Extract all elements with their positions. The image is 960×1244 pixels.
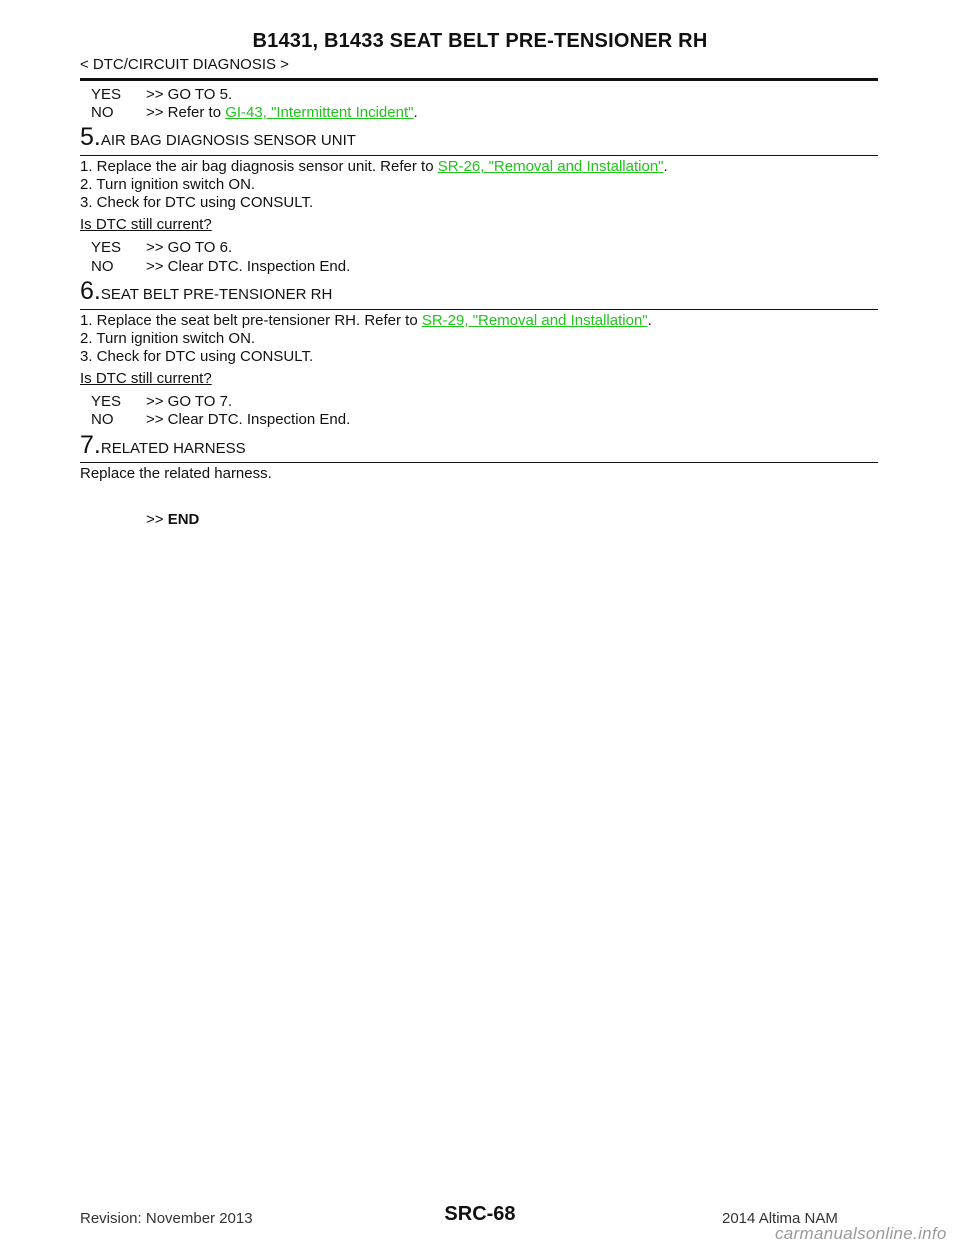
- step-6-item-1: [80, 312, 652, 329]
- answer-no-suffix: .: [413, 104, 418, 121]
- step-7-end-prefix: >>: [146, 511, 168, 528]
- step-5-item-2: 2. Turn ignition switch ON.: [80, 176, 256, 193]
- step-7-end: [146, 511, 199, 528]
- step-6-yes-key: YES: [91, 393, 122, 410]
- step-6-title: SEAT BELT PRE-TENSIONER RH: [100, 286, 333, 303]
- step-6-divider: [80, 309, 878, 310]
- answer-yes: [91, 86, 232, 103]
- page-title: B1431, B1433 SEAT BELT PRE-TENSIONER RH: [252, 30, 708, 52]
- step-5-yes-key: YES: [91, 239, 122, 256]
- step-5-divider: [80, 155, 878, 156]
- step-5-question: Is DTC still current?: [80, 216, 212, 233]
- step-7-title: RELATED HARNESS: [100, 440, 246, 457]
- step-6-item-1-prefix: 1. Replace the seat belt pre-tensioner RH. Refer to: [80, 312, 422, 329]
- step-5-title: AIR BAG DIAGNOSIS SENSOR UNIT: [100, 132, 356, 149]
- step-6-heading: [80, 277, 332, 306]
- step-5-yes-text: >> GO TO 6.: [146, 239, 233, 256]
- footer-page-code: SRC-68: [444, 1203, 516, 1225]
- step-6-item-1-suffix: .: [647, 312, 652, 329]
- step-6-number: 6.: [80, 277, 101, 305]
- step-6-yes-text: >> GO TO 7.: [146, 393, 233, 410]
- step-6-answer-yes: [91, 393, 232, 410]
- footer-revision: Revision: November 2013: [80, 1210, 253, 1227]
- step-6-item-3: 3. Check for DTC using CONSULT.: [80, 348, 314, 365]
- step-5-item-1: [80, 158, 668, 175]
- answer-no-key: NO: [91, 104, 114, 121]
- step-5-answer-no: [91, 258, 350, 275]
- step-5-heading: [80, 123, 356, 152]
- step-6-no-key: NO: [91, 411, 114, 428]
- step-7-number: 7.: [80, 431, 101, 459]
- step-6-question: Is DTC still current?: [80, 370, 212, 387]
- step-5-no-key: NO: [91, 258, 114, 275]
- step-7-divider: [80, 462, 878, 463]
- answer-yes-key: YES: [91, 86, 122, 103]
- section-breadcrumb: < DTC/CIRCUIT DIAGNOSIS >: [80, 56, 289, 73]
- watermark-text: carmanualsonline.info: [775, 1224, 947, 1243]
- step-5-answer-yes: [91, 239, 232, 256]
- answer-yes-text: >> GO TO 5.: [146, 86, 233, 103]
- link-sr-29[interactable]: SR-29, "Removal and Installation": [421, 312, 648, 329]
- step-7-instruction: Replace the related harness.: [80, 465, 272, 482]
- step-5-item-3: 3. Check for DTC using CONSULT.: [80, 194, 314, 211]
- step-5-no-text: >> Clear DTC. Inspection End.: [146, 258, 351, 275]
- header-divider: [80, 78, 878, 81]
- footer-model: 2014 Altima NAM: [722, 1210, 838, 1227]
- answer-no-prefix: >> Refer to: [146, 104, 226, 121]
- answer-no: [91, 104, 418, 121]
- step-5-item-1-suffix: .: [663, 158, 668, 175]
- step-5-item-1-prefix: 1. Replace the air bag diagnosis sensor unit. Refer to: [80, 158, 438, 175]
- step-5-number: 5.: [80, 123, 101, 151]
- step-6-answer-no: [91, 411, 350, 428]
- step-7-end-label: END: [167, 511, 200, 528]
- step-6-no-text: >> Clear DTC. Inspection End.: [146, 411, 351, 428]
- link-gi-43[interactable]: GI-43, "Intermittent Incident": [225, 104, 414, 121]
- link-sr-26[interactable]: SR-26, "Removal and Installation": [437, 158, 664, 175]
- step-6-item-2: 2. Turn ignition switch ON.: [80, 330, 256, 347]
- step-7-heading: [80, 431, 246, 460]
